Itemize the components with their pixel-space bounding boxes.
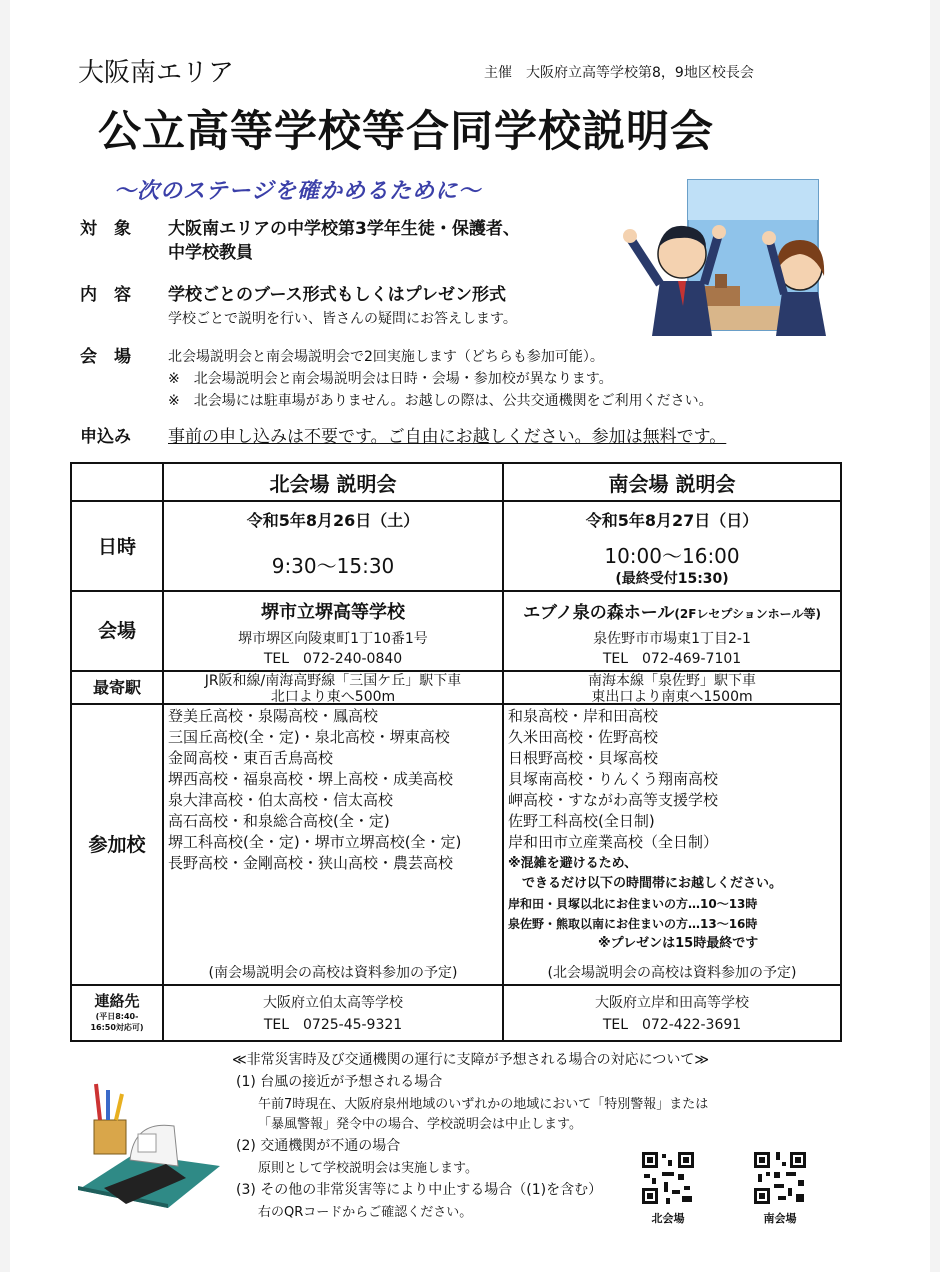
- notice-item1-line2: 「暴風警報」発令中の場合、学校説明会は中止します。: [258, 1117, 582, 1132]
- row-label-date: 日時: [97, 536, 136, 558]
- south-time: 10:00～16:00: [604, 544, 740, 568]
- notice-heading: ≪非常災害時及び交通機関の運行に支障が予想される場合の対応について≫: [232, 1052, 710, 1068]
- crowd-note-line: ※プレゼンは15時最終です: [598, 936, 759, 951]
- south-contact-tel: TEL 072-422-3691: [602, 1017, 742, 1033]
- list-item: 貝塚南高校・りんくう翔南高校: [508, 770, 719, 788]
- page-title: 公立高等学校等合同学校説明会: [98, 107, 714, 157]
- south-schools-note: (北会場説明会の高校は資料参加の予定): [547, 965, 797, 981]
- south-station-line1: 南海本線「泉佐野」駅下車: [588, 673, 756, 689]
- list-item: 岬高校・すながわ高等支援学校: [508, 791, 719, 809]
- subtitle: ～次のステージを確かめるために～: [114, 179, 482, 204]
- north-station-line1: JR阪和線/南海高野線「三国ケ丘」駅下車: [204, 673, 462, 689]
- notice-item1-line1: 午前7時現在、大阪府泉州地域のいずれかの地域において「特別警報」または: [258, 1097, 709, 1112]
- notice-item2: (2) 交通機関が不通の場合: [236, 1138, 401, 1154]
- crowd-note-line: ※混雑を避けるため、: [508, 856, 638, 871]
- north-header: 北会場 説明会: [269, 472, 397, 496]
- venue-table: [70, 462, 842, 1042]
- apply-text: 事前の申し込みは不要です。ご自由にお越しください。参加は無料です。: [168, 427, 727, 447]
- target-label: 対 象: [80, 219, 131, 239]
- list-item: 登美丘高校・泉陽高校・鳳高校: [168, 707, 379, 725]
- notice-item3: (3) その他の非常災害等により中止する場合（(1)を含む）: [236, 1182, 603, 1198]
- north-school-list: [168, 706, 461, 874]
- list-item: 高石高校・和泉総合高校(全・定): [168, 812, 390, 830]
- notice-item2-line1: 原則として学校説明会は実施します。: [258, 1161, 478, 1176]
- south-last-entry: (最終受付15:30): [615, 571, 729, 587]
- stationery-illustration: [74, 1080, 224, 1210]
- qr-code-north[interactable]: [640, 1150, 696, 1206]
- south-header: 南会場 説明会: [608, 472, 736, 496]
- row-label-station: 最寄駅: [92, 678, 141, 697]
- north-contact-tel: TEL 0725-45-9321: [263, 1017, 403, 1033]
- notice-item1: (1) 台風の接近が予想される場合: [236, 1074, 443, 1090]
- south-station-line2: 東出口より南東へ1500m: [591, 689, 753, 705]
- south-venue: [504, 598, 840, 623]
- row-label-venue: 会場: [97, 620, 136, 642]
- list-item: 長野高校・金剛高校・狭山高校・農芸高校: [168, 854, 454, 872]
- list-item: 和泉高校・岸和田高校: [508, 707, 659, 725]
- area-label: 大阪南エリア: [78, 58, 235, 88]
- list-item: 泉大津高校・伯太高校・信太高校: [168, 791, 394, 809]
- venue-note1: ※ 北会場説明会と南会場説明会は日時・会場・参加校が異なります。: [168, 371, 613, 387]
- south-school-list: [508, 706, 718, 853]
- south-venue-address: 泉佐野市市場東1丁目2-1: [593, 631, 751, 647]
- south-venue-name: エブノ泉の森ホール: [523, 603, 675, 623]
- list-item: 日根野高校・貝塚高校: [508, 749, 659, 767]
- crowd-note-line: 泉佐野・熊取以南にお住まいの方…13～16時: [508, 917, 758, 931]
- list-item: 佐野工科高校(全日制): [508, 812, 655, 830]
- qr-code-south[interactable]: [752, 1150, 808, 1206]
- row-label-contact-note1: (平日8:40-: [95, 1012, 139, 1021]
- list-item: 久米田高校・佐野高校: [508, 728, 659, 746]
- students-illustration: [620, 176, 840, 336]
- row-label-contact-note2: 16:50対応可): [90, 1023, 144, 1032]
- venue-label: 会 場: [80, 347, 131, 367]
- notice-item3-line1: 右のQRコードからご確認ください。: [258, 1205, 473, 1220]
- list-item: 岸和田市立産業高校（全日制）: [508, 833, 719, 851]
- qr-label-south: 南会場: [763, 1212, 797, 1225]
- south-date: 令和5年8月27日（日）: [585, 511, 759, 530]
- north-schools-note: (南会場説明会の高校は資料参加の予定): [208, 965, 458, 981]
- north-venue-address: 堺市堺区向陵東町1丁10番1号: [238, 631, 428, 647]
- south-venue-tel: TEL 072-469-7101: [602, 651, 742, 667]
- south-venue-name-sub: (2Fレセプションホール等): [674, 607, 821, 621]
- list-item: 堺西高校・福泉高校・堺上高校・成美高校: [168, 770, 454, 788]
- venue-note2: ※ 北会場には駐車場がありません。お越しの際は、公共交通機関をご利用ください。: [168, 393, 713, 409]
- qr-label-north: 北会場: [651, 1212, 685, 1225]
- north-venue-name: 堺市立堺高等学校: [261, 602, 405, 623]
- content-line1: 学校ごとのブース形式もしくはプレゼン形式: [168, 285, 506, 305]
- row-label-contact: 連絡先: [94, 992, 140, 1010]
- crowd-note-line: できるだけ以下の時間帯にお越しください。: [522, 876, 783, 891]
- list-item: 堺工科高校(全・定)・堺市立堺高校(全・定): [168, 833, 462, 851]
- north-time: 9:30～15:30: [271, 554, 395, 578]
- row-label-schools: 参加校: [88, 834, 146, 856]
- list-item: 金岡高校・東百舌鳥高校: [168, 749, 334, 767]
- apply-label: 申込み: [80, 427, 131, 447]
- organizer: 主催 大阪府立高等学校第8，9地区校長会: [484, 65, 754, 81]
- north-date: 令和5年8月26日（土）: [246, 511, 420, 530]
- target-line2: 中学校教員: [168, 243, 253, 263]
- list-item: 三国丘高校(全・定)・泉北高校・堺東高校: [168, 728, 450, 746]
- north-station-line2: 北口より東へ500m: [270, 689, 396, 705]
- target-line1: 大阪南エリアの中学校第3学年生徒・保護者、: [168, 219, 520, 239]
- north-contact-name: 大阪府立伯太高等学校: [263, 995, 403, 1011]
- south-crowd-note: [508, 854, 782, 954]
- south-contact-name: 大阪府立岸和田高等学校: [595, 995, 749, 1011]
- content-label: 内 容: [80, 285, 131, 305]
- north-venue-tel: TEL 072-240-0840: [263, 651, 403, 667]
- crowd-note-line: 岸和田・貝塚以北にお住まいの方…10～13時: [508, 897, 758, 911]
- content-line2: 学校ごとで説明を行い、皆さんの疑問にお答えします。: [168, 311, 517, 327]
- venue-line1: 北会場説明会と南会場説明会で2回実施します（どちらも参加可能）。: [168, 349, 604, 365]
